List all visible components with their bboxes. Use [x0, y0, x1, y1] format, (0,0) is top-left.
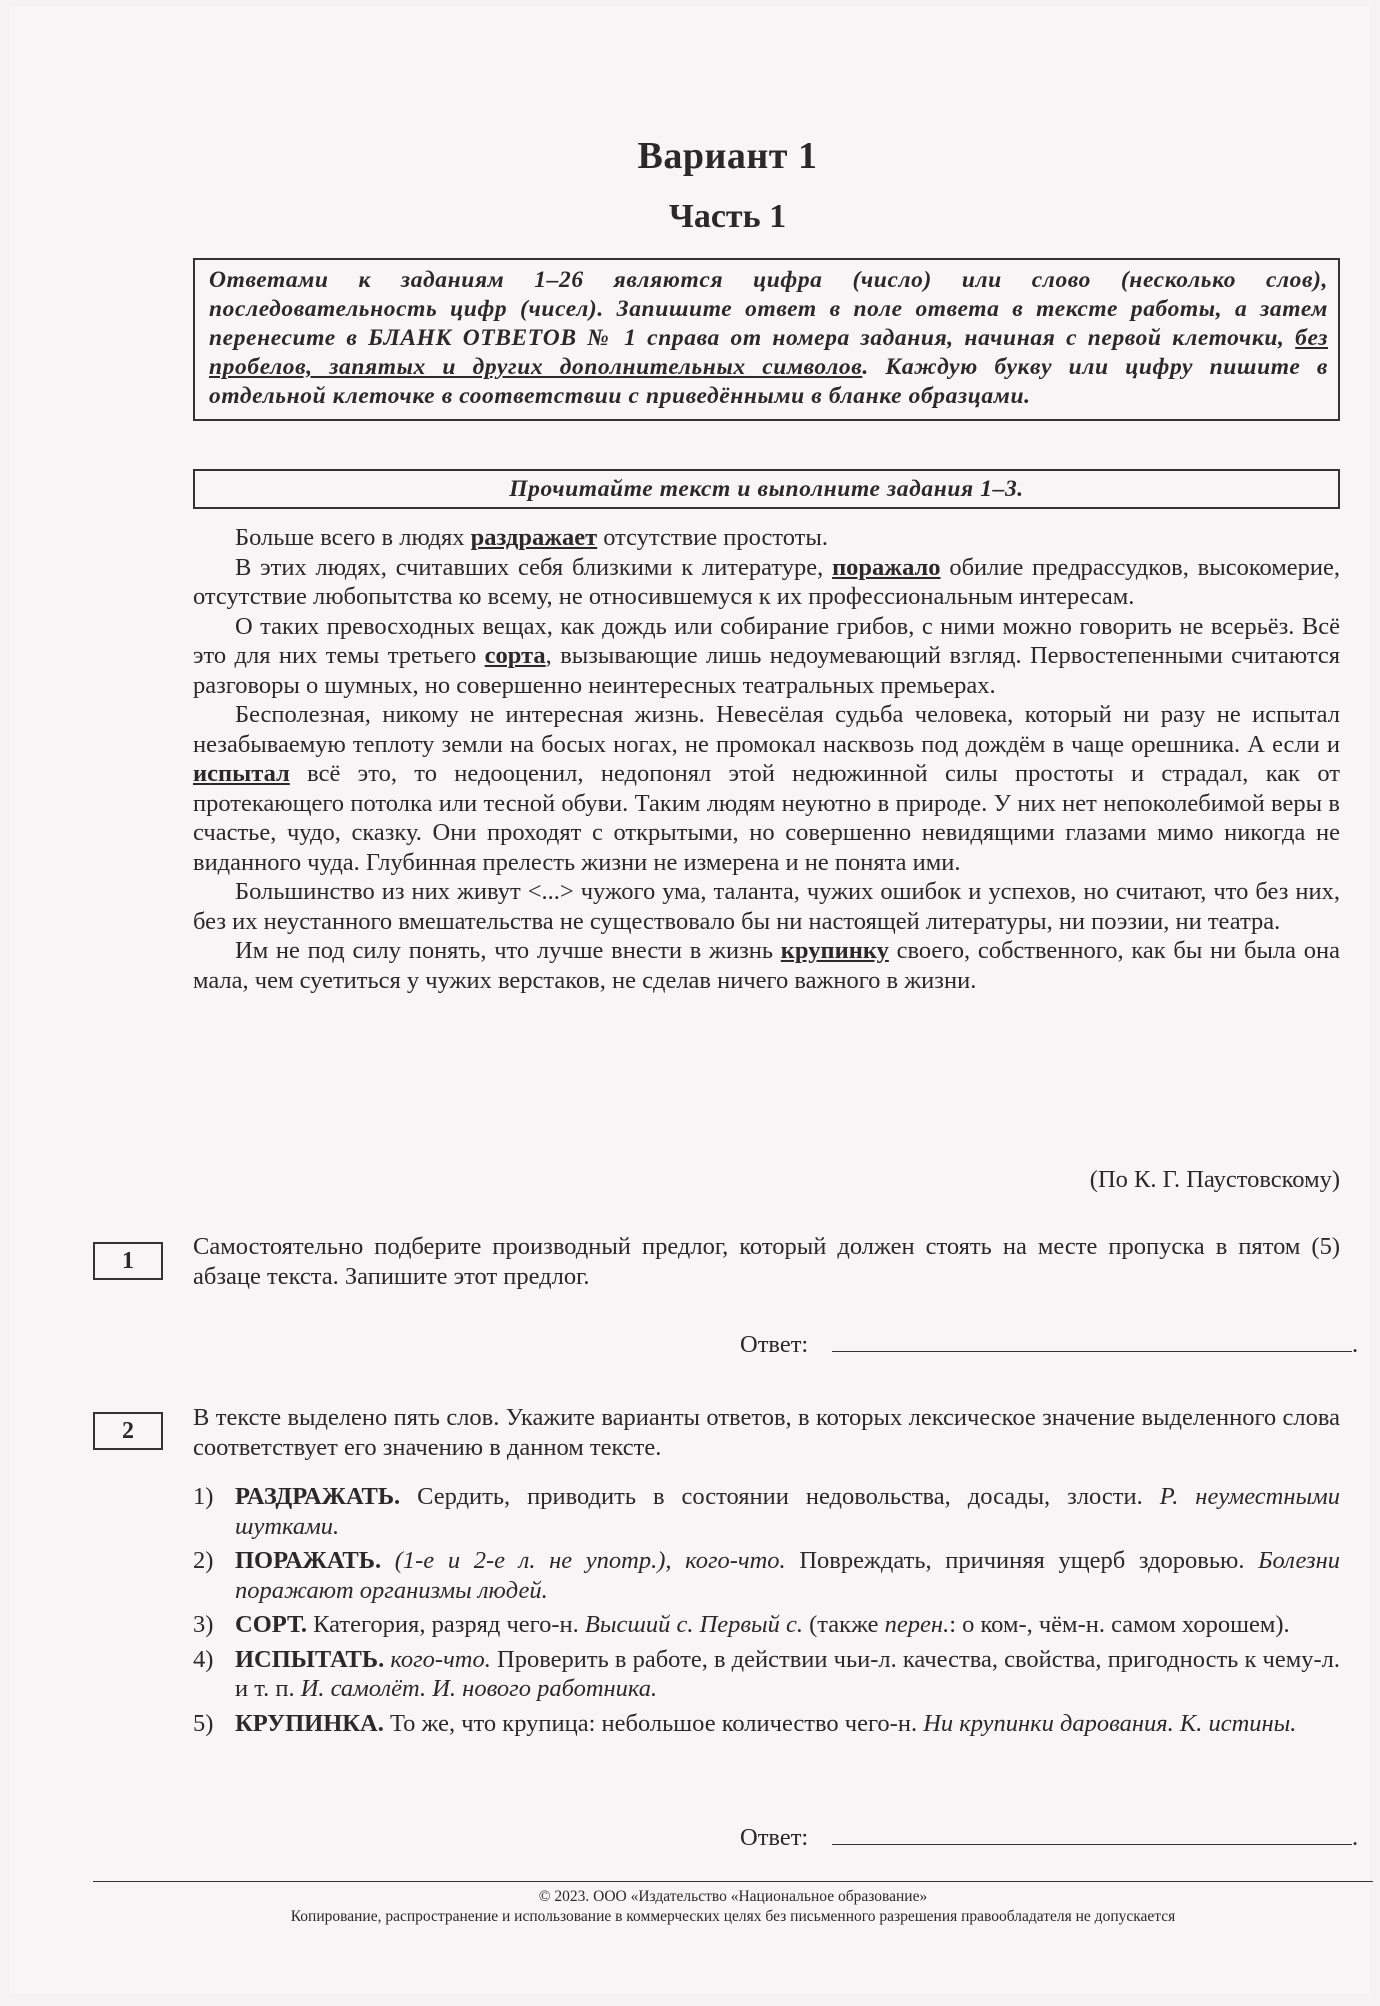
instructions-box: [193, 258, 1340, 421]
read-prompt-box: [193, 469, 1340, 509]
option-number: 5): [193, 1709, 214, 1737]
variant-title: Вариант 1: [637, 135, 818, 177]
option-note: (также: [803, 1611, 885, 1638]
option-word: РАЗДРАЖАТЬ.: [235, 1483, 401, 1510]
text-span: Больше всего в людях: [235, 524, 471, 551]
text-source: (По К. Г. Паустовскому): [1089, 1166, 1340, 1193]
answer-line[interactable]: [832, 1331, 1352, 1352]
option-word: ПОРАЖАТЬ.: [235, 1547, 382, 1574]
paragraph-6: [193, 936, 1340, 995]
text-span: своего, собственного, как бы ни была она мала, чем суетиться у чужих верстаков, не сделав ничего важного в жизни.: [193, 937, 1340, 994]
option-definition: Проверить в работе, в действии чьи-л. качества, свойства, пригодность к чему-л. и т. п.: [235, 1645, 1340, 1702]
option-number: 1): [193, 1483, 214, 1510]
option-example: Р. неуместными шутками.: [235, 1483, 1340, 1540]
answer-label: Ответ:: [740, 1824, 809, 1851]
option-word: КРУПИНКА.: [235, 1709, 384, 1737]
text-span: В этих людях, считавших себя близкими к литературе,: [235, 553, 833, 581]
part-title: Часть 1: [668, 198, 787, 235]
reading-text: [193, 523, 1340, 995]
read-prompt: Прочитайте текст и выполните задания 1–3.: [509, 476, 1024, 502]
option-1: [193, 1482, 1340, 1541]
option-5: [193, 1709, 1340, 1739]
paragraph-3: [193, 612, 1340, 701]
task-2-options: [193, 1482, 1340, 1743]
option-definition: Сердить, приводить в состоянии недовольства, досады, злости.: [400, 1483, 1160, 1510]
task-1-answer: [740, 1331, 1360, 1359]
option-definition: Повреждать, причиняя ущерб здоровью.: [785, 1547, 1259, 1574]
instructions-text-1: Ответами к заданиям 1–26 являются цифра (число) или слово (несколько слов), последовательность цифр (чисел). Запишите ответ в поле ответа в тексте работы, а затем перенесите в БЛАНК ОТВЕТОВ № 1 справа от номера задания, начиная с первой клеточки,: [209, 267, 1328, 351]
task-1-text: Самостоятельно подберите производный предлог, который должен стоять на месте пропуска в пятом (5) абзаце текста. Запишите этот предлог.: [193, 1233, 1340, 1290]
text-span: Им не под силу понять, что лучше внести в жизнь: [235, 937, 781, 964]
task-number-1: 1: [93, 1242, 163, 1280]
option-word: ИСПЫТАТЬ.: [235, 1645, 385, 1673]
instructions-underlined: без пробелов, запятых и других дополнительных символов: [209, 325, 1328, 380]
option-note-italic: перен.: [884, 1611, 950, 1638]
text-span: обилие предрассудков, высокомерие, отсутствие любопытства ко всему, не относившемуся к их профессиональным интересам.: [193, 553, 1340, 610]
highlighted-word: испытал: [193, 760, 290, 787]
option-definition: Категория, разряд чего-н.: [307, 1611, 585, 1638]
text-span: , вызывающие лишь недоумевающий взгляд. Первостепенными считаются разговоры о шумных, но совершенно неинтересных театральных премьерах.: [193, 642, 1340, 699]
option-grammar: (1-е и 2-е л. не употр.), кого-что.: [381, 1547, 786, 1574]
paragraph-1: [193, 523, 1340, 553]
paragraph-4: [193, 700, 1340, 877]
option-number: 4): [193, 1645, 214, 1673]
paragraph-5: Большинство из них живут <...> чужого ума, таланта, чужих ошибок и успехов, но считают, что без них, без их неустанного вмешательства не существовало бы ни настоящей литературы, ни поэзии, ни театра.: [193, 878, 1340, 935]
text-span: Бесполезная, никому не интересная жизнь. Невесёлая судьба человека, который ни разу не испытал незабываемую теплоту земли на босых ногах, не промокал насквозь под дождём в чаще орешника. А если и: [193, 701, 1340, 758]
answer-end: .: [1352, 1824, 1359, 1851]
footer-copyright: © 2023. ООО «Издательство «Национальное образование»: [538, 1888, 928, 1905]
highlighted-word: раздражает: [470, 524, 598, 551]
footer-divider: [93, 1881, 1373, 1882]
option-grammar: кого-что.: [384, 1645, 491, 1673]
option-number: 2): [193, 1547, 214, 1574]
answer-label: Ответ:: [740, 1331, 809, 1358]
option-number: 3): [193, 1611, 214, 1638]
option-example: Ни крупинки дарования. К. истины.: [923, 1709, 1297, 1737]
footer-notice: Копирование, распространение и использование в коммерческих целях без письменного разрешения правообладателя не допускается: [290, 1908, 1176, 1925]
task-2-answer: [740, 1824, 1360, 1852]
option-4: [193, 1645, 1340, 1704]
instructions-text-2: . Каждую букву или цифру пишите в отдельной клеточке в соответствии с приведёнными в бланке образцами.: [209, 354, 1328, 409]
highlighted-word: сорта: [484, 642, 546, 669]
option-2: [193, 1546, 1340, 1605]
option-example: И. самолёт. И. нового работника.: [300, 1675, 658, 1702]
option-example: Высший с. Первый с.: [584, 1611, 803, 1638]
text-span: отсутствие простоты.: [597, 524, 828, 551]
answer-end: .: [1352, 1331, 1359, 1358]
option-definition: То же, что крупица: небольшое количество чего-н.: [383, 1709, 924, 1737]
text-span: всё это, то недооценил, недопонял этой недюжинной силы простоты и страдал, как от протекающего потолка или тесной обуви. Таким людям неуютно в природе. У них нет непоколебимой веры в счастье, чудо, сказку. Они проходят с открытыми, но совершенно невидящими глазами мимо никогда не виданного чуда. Глубинная прелесть жизни не измерена и не понята ими.: [193, 760, 1340, 876]
task-number-2: 2: [93, 1412, 163, 1450]
option-3: [193, 1610, 1340, 1640]
option-note-end: : о ком-, чём-н. самом хорошем).: [949, 1611, 1290, 1638]
task-2-text: В тексте выделено пять слов. Укажите варианты ответов, в которых лексическое значение выделенного слова соответствует его значению в данном тексте.: [193, 1404, 1340, 1461]
highlighted-word: крупинку: [780, 937, 889, 964]
highlighted-word: поражало: [832, 553, 941, 581]
option-word: СОРТ.: [235, 1611, 308, 1638]
option-example: Болезни поражают организмы людей.: [235, 1547, 1341, 1604]
paragraph-2: [193, 553, 1340, 612]
answer-line[interactable]: [832, 1824, 1352, 1845]
text-span: О таких превосходных вещах, как дождь или собирание грибов, с ними можно говорить не всерьёз. Всё это для них темы третьего: [193, 612, 1340, 669]
exam-page: [10, 6, 1370, 1994]
